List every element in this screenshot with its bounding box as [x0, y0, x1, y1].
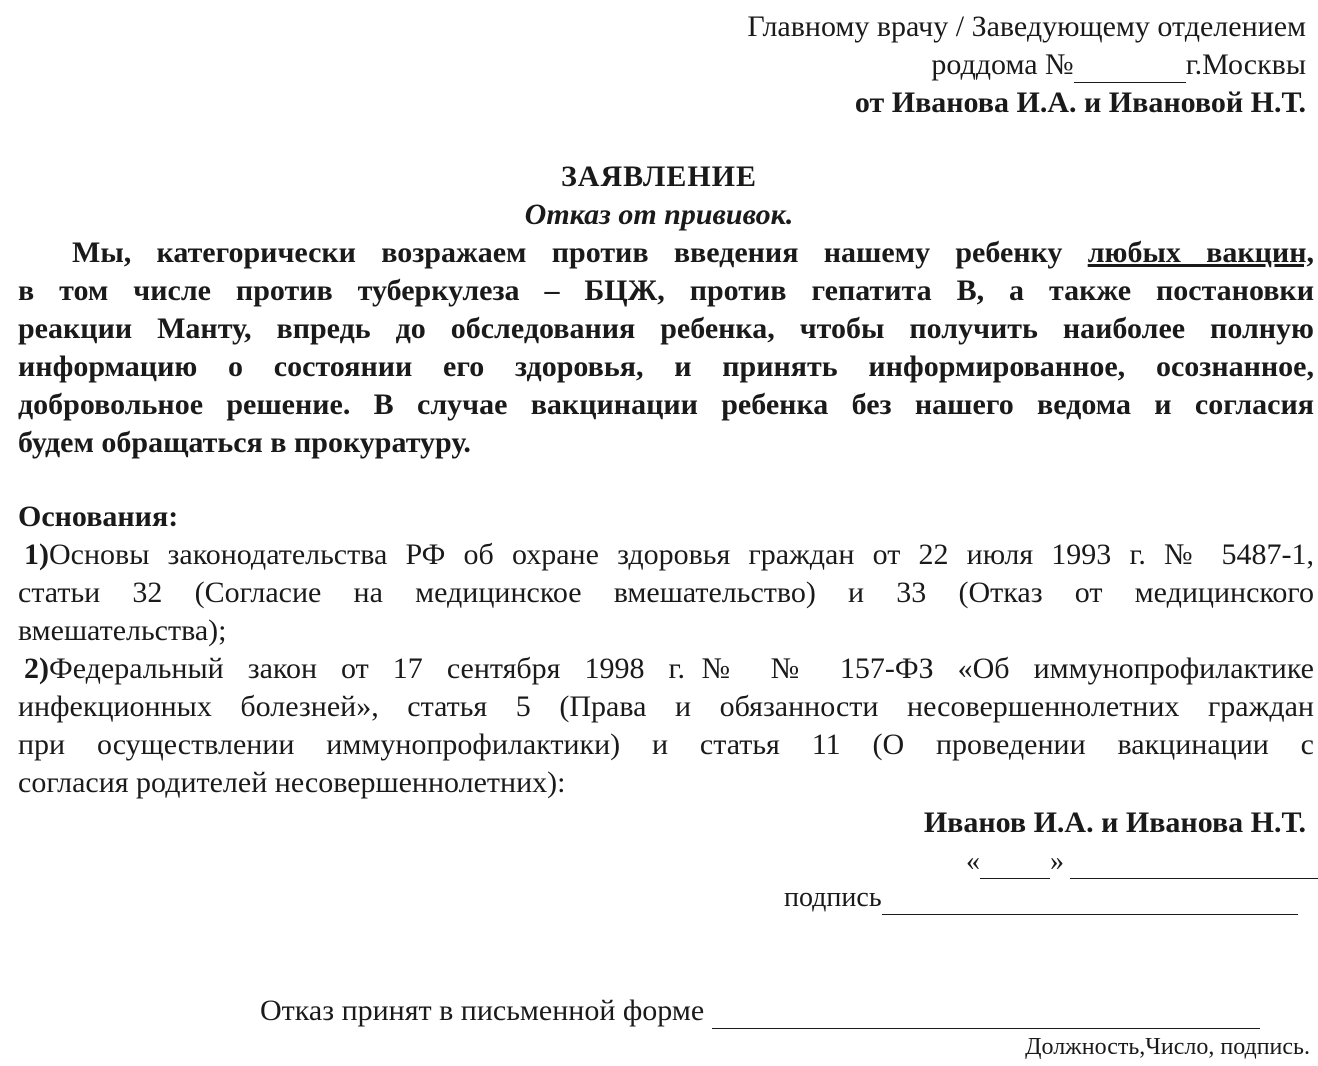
ground-1-line-1-text: Основы законодательства РФ об охране здоровья граждан от 22 июля 1993 г. № 5487-1,: [49, 538, 1314, 571]
paragraph-line-1-text: Мы, категорически возражаем против введения нашему ребенку: [72, 236, 1088, 269]
signature-label: подпись: [784, 882, 882, 913]
paragraph-line-5: добровольное решение. В случае вакцинации ребенка без нашего ведома и согласия: [18, 388, 1314, 421]
ground-2-line-3: при осуществлении иммунопрофилактики) и статья 11 (О проведении вакцинации с: [18, 728, 1314, 761]
document-subtitle: Отказ от прививок.: [524, 198, 794, 231]
ground-1-number: 1): [24, 538, 49, 571]
refusal-accepted-blank: [712, 994, 1260, 1029]
date-close-quote: »: [1050, 846, 1064, 877]
paragraph-line-1: [72, 236, 1314, 270]
hospital-number-blank: [1074, 48, 1186, 83]
date-day-blank: [980, 846, 1050, 879]
ground-2-line-1-text: Федеральный закон от 17 сентября 1998 г.№ № 157-ФЗ «Об иммунопрофилактике: [49, 652, 1314, 685]
ground-2-line-2: инфекционных болезней», статья 5 (Права и обязанности несовершеннолетних граждан: [18, 690, 1314, 723]
ground-2-line-4: согласия родителей несовершеннолетних):: [18, 766, 566, 799]
city-label: г.Москвы: [1185, 48, 1306, 81]
date-open-quote: «: [966, 846, 980, 877]
signatories-names: Иванов И.А. и Иванова Н.Т.: [923, 806, 1306, 839]
refusal-accepted-label: Отказ принят в письменной форме: [260, 994, 705, 1027]
date-month-year-blank: [1070, 846, 1318, 879]
ground-2-line-1: [24, 652, 1314, 686]
paragraph-line-6: будем обращаться в прокуратуру.: [18, 426, 471, 459]
position-date-signature-caption: Должность,Число, подпись.: [1025, 1034, 1310, 1060]
date-line: [966, 846, 1318, 879]
ground-1-line-3: вмешательства);: [18, 614, 227, 647]
ground-2-number: 2): [24, 652, 49, 685]
hospital-number-label: роддома №: [931, 48, 1074, 81]
signature-blank: [882, 882, 1298, 915]
paragraph-line-4: информацию о состоянии его здоровья, и принять информированное, осознанное,: [18, 350, 1314, 383]
ground-1-line-2: статьи 32 (Согласие на медицинское вмешательство) и 33 (Отказ от медицинского: [18, 576, 1314, 609]
paragraph-line-3: реакции Манту, впредь до обследования ребенка, чтобы получить наиболее полную: [18, 312, 1314, 345]
signature-line: [784, 882, 1298, 915]
ground-1-line-1: [24, 538, 1314, 572]
grounds-heading: Основания:: [18, 500, 179, 533]
any-vaccines-underlined: любых вакцин,: [1087, 236, 1314, 269]
addressee-line: Главному врачу / Заведующему отделением: [747, 10, 1306, 43]
maternity-hospital-line: [931, 48, 1306, 83]
sender-line: от Иванова И.А. и Ивановой Н.Т.: [854, 86, 1306, 119]
paragraph-line-2: в том числе против туберкулеза – БЦЖ, против гепатита В, а также постановки: [18, 274, 1314, 307]
document-title: ЗАЯВЛЕНИЕ: [560, 160, 758, 193]
refusal-accepted-line: [260, 994, 1260, 1029]
